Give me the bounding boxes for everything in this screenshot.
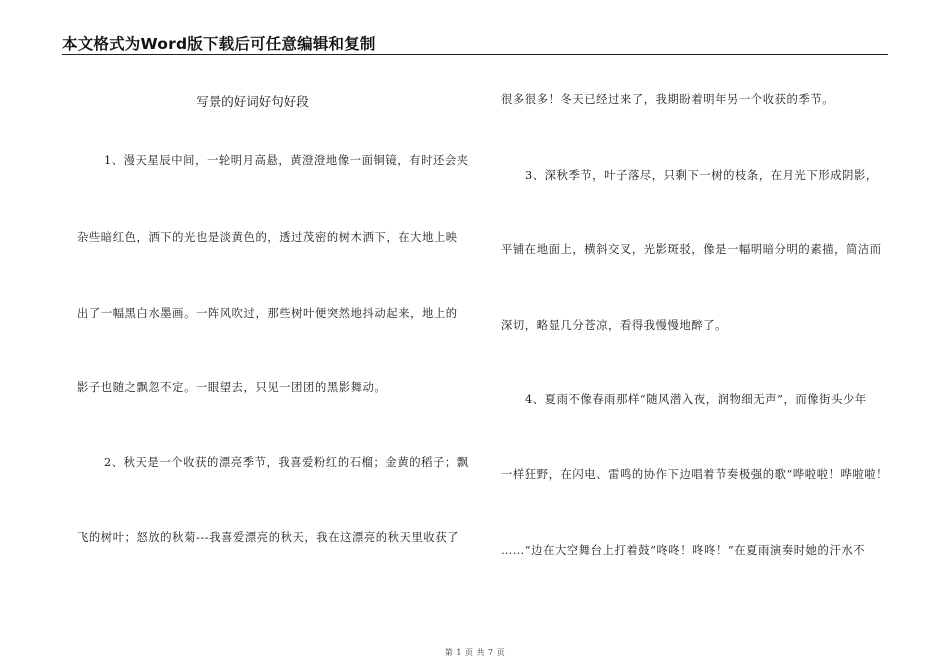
paragraph-line: 4、夏雨不像春雨那样“随风潜入夜，润物细无声”，而像街头少年 xyxy=(525,393,867,406)
page-number: 第 1 页 共 7 页 xyxy=(444,648,506,657)
document-banner: 本文格式为Word版下载后可任意编辑和复制 xyxy=(62,35,376,53)
paragraph-line: 出了一幅黑白水墨画。一阵风吹过，那些树叶便突然地抖动起来，地上的 xyxy=(77,307,458,320)
document-title: 写景的好词好句好段 xyxy=(196,94,309,109)
paragraph-line: 1、漫天星辰中间，一轮明月高悬，黄澄澄地像一面铜镜，有时还会夹 xyxy=(104,154,469,167)
paragraph-line: 杂些暗红色，洒下的光也是淡黄色的，透过茂密的树木洒下，在大地上映 xyxy=(77,231,458,244)
paragraph-line: 很多很多！冬天已经过来了，我期盼着明年另一个收获的季节。 xyxy=(501,93,835,106)
paragraph-line: 3、深秋季节，叶子落尽，只剩下一树的枝条，在月光下形成阴影， xyxy=(525,169,878,182)
paragraph-line: 一样狂野，在闪电、雷鸣的协作下边唱着节奏极强的歌“哗啦啦！哗啦啦！ xyxy=(501,468,889,481)
banner-divider xyxy=(62,54,888,55)
paragraph-line: 平铺在地面上，横斜交叉，光影斑驳，像是一幅明暗分明的素描，简洁而 xyxy=(501,243,882,256)
paragraph-line: 2、秋天是一个收获的漂亮季节，我喜爱粉红的石榴；金黄的稻子；飘 xyxy=(104,456,469,469)
paragraph-line: ……”边在大空舞台上打着鼓“咚咚！咚咚！”在夏雨演奏时她的汗水不 xyxy=(501,544,866,557)
paragraph-line: 飞的树叶；怒放的秋菊---我喜爱漂亮的秋天，我在这漂亮的秋天里收获了 xyxy=(77,531,460,544)
paragraph-line: 深切，略显几分苍凉，看得我慢慢地醉了。 xyxy=(501,319,728,332)
paragraph-line: 影子也随之飘忽不定。一眼望去，只见一团团的黑影舞动。 xyxy=(77,381,387,394)
